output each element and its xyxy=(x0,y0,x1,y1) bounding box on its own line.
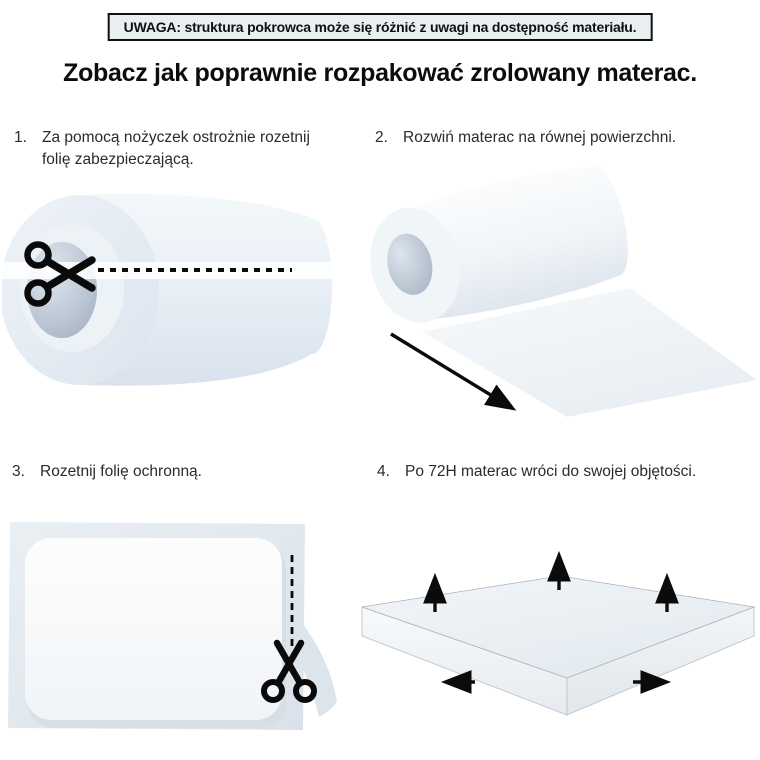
illustration-foil-cutting xyxy=(0,512,345,752)
expanded-mattress xyxy=(362,576,754,715)
step-4-caption xyxy=(377,461,760,483)
illustration-unrolling-mattress xyxy=(360,164,760,422)
roll-hole xyxy=(27,242,97,338)
illustration-expanding-mattress xyxy=(360,528,760,760)
step-4-text: Po 72H materac wróci do swojej objętości. xyxy=(405,463,697,480)
flat-mattress xyxy=(25,538,282,720)
step-2-text: Rozwiń materac na równej powierzchni. xyxy=(403,129,677,146)
step-1-number: 1. xyxy=(14,129,27,146)
illustration-rolled-mattress xyxy=(2,188,338,390)
page-title: Zobacz jak poprawnie rozpakować zrolowany materac. xyxy=(63,59,697,87)
step-3-number: 3. xyxy=(12,463,25,480)
step-3-text: Rozetnij folię ochronną. xyxy=(40,463,202,480)
step-2-caption xyxy=(375,127,758,149)
step-4-number: 4. xyxy=(377,463,390,480)
notice-banner-text: UWAGA: struktura pokrowca może się różnić z uwagi na dostępność materiału. xyxy=(123,19,637,35)
step-2-number: 2. xyxy=(375,129,388,146)
notice-banner xyxy=(108,13,653,41)
step-3-caption xyxy=(12,461,340,483)
step-1-text: Za pomocą nożyczek ostrożnie rozetnij folię zabezpieczającą. xyxy=(42,129,310,169)
rolled-mattress xyxy=(2,194,332,386)
step-1-caption xyxy=(14,127,326,172)
